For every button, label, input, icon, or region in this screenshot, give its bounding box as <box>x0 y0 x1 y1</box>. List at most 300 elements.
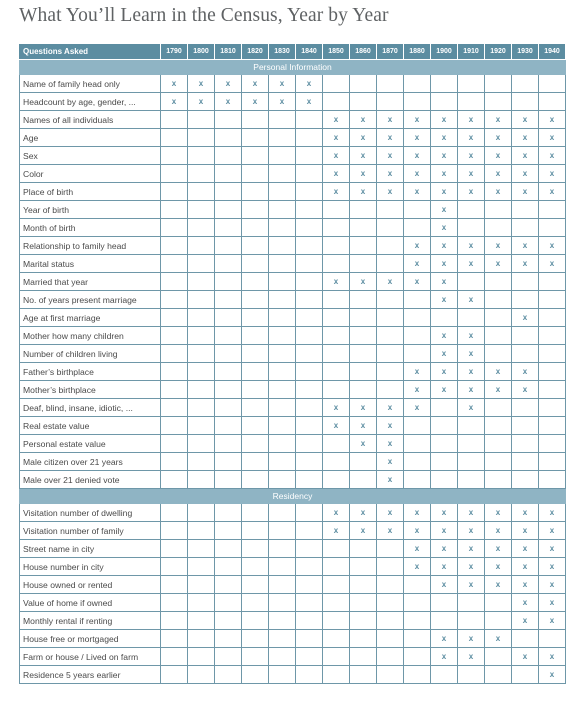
year-cell <box>431 666 458 684</box>
check-mark: x <box>360 403 366 412</box>
check-mark: x <box>414 544 420 553</box>
year-cell <box>242 522 269 540</box>
year-cell <box>188 165 215 183</box>
check-mark: x <box>414 187 420 196</box>
check-mark: x <box>495 508 501 517</box>
year-cell <box>161 93 188 111</box>
table-row <box>20 93 566 111</box>
year-cell <box>458 522 485 540</box>
year-cell <box>539 471 566 489</box>
year-cell <box>242 648 269 666</box>
year-cell <box>431 201 458 219</box>
year-cell <box>161 327 188 345</box>
table-row <box>20 435 566 453</box>
year-cell <box>539 219 566 237</box>
year-cell <box>161 291 188 309</box>
year-cell <box>404 183 431 201</box>
year-cell <box>350 540 377 558</box>
year-cell <box>161 183 188 201</box>
year-cell <box>242 183 269 201</box>
year-cell <box>485 129 512 147</box>
check-mark: x <box>414 367 420 376</box>
year-cell <box>404 648 431 666</box>
year-cell <box>296 504 323 522</box>
year-cell <box>269 255 296 273</box>
check-mark: x <box>522 385 528 394</box>
check-mark: x <box>522 562 528 571</box>
year-cell <box>269 576 296 594</box>
check-mark: x <box>468 508 474 517</box>
year-cell <box>188 129 215 147</box>
year-cell <box>296 327 323 345</box>
year-cell <box>161 417 188 435</box>
check-mark: x <box>441 349 447 358</box>
question-label: Farm or house / Lived on farm <box>20 648 161 666</box>
year-cell <box>323 630 350 648</box>
year-header: 1920 <box>485 44 512 60</box>
year-cell <box>215 435 242 453</box>
year-cell <box>512 147 539 165</box>
year-cell <box>539 417 566 435</box>
year-cell <box>215 417 242 435</box>
year-cell <box>512 111 539 129</box>
year-cell <box>161 576 188 594</box>
year-cell <box>350 255 377 273</box>
year-cell <box>188 219 215 237</box>
check-mark: x <box>387 133 393 142</box>
table-row <box>20 504 566 522</box>
check-mark: x <box>549 526 555 535</box>
question-label: Color <box>20 165 161 183</box>
year-cell <box>350 417 377 435</box>
section-title: Residency <box>20 489 566 504</box>
year-cell <box>431 309 458 327</box>
year-cell <box>269 381 296 399</box>
check-mark: x <box>549 187 555 196</box>
year-cell <box>350 273 377 291</box>
check-mark: x <box>360 439 366 448</box>
year-cell <box>512 504 539 522</box>
year-cell <box>404 504 431 522</box>
year-cell <box>323 75 350 93</box>
section-title: Personal Information <box>20 60 566 75</box>
year-cell <box>539 612 566 630</box>
year-cell <box>404 666 431 684</box>
year-cell <box>539 363 566 381</box>
year-cell <box>512 273 539 291</box>
year-cell <box>458 504 485 522</box>
year-cell <box>242 345 269 363</box>
check-mark: x <box>549 259 555 268</box>
year-cell <box>431 504 458 522</box>
year-cell <box>215 309 242 327</box>
year-cell <box>269 165 296 183</box>
table-row <box>20 576 566 594</box>
year-cell <box>269 345 296 363</box>
year-cell <box>269 522 296 540</box>
year-cell <box>188 291 215 309</box>
year-header: 1910 <box>458 44 485 60</box>
year-cell <box>485 309 512 327</box>
year-cell <box>188 594 215 612</box>
table-body <box>20 60 566 684</box>
year-cell <box>485 648 512 666</box>
year-cell <box>377 504 404 522</box>
year-cell <box>350 471 377 489</box>
year-cell <box>485 666 512 684</box>
year-cell <box>512 630 539 648</box>
year-cell <box>188 435 215 453</box>
year-cell <box>188 576 215 594</box>
table-row <box>20 522 566 540</box>
check-mark: x <box>495 151 501 160</box>
year-cell <box>377 111 404 129</box>
year-cell <box>161 363 188 381</box>
section-row <box>20 60 566 75</box>
year-cell <box>431 522 458 540</box>
check-mark: x <box>360 187 366 196</box>
check-mark: x <box>171 97 177 106</box>
check-mark: x <box>549 562 555 571</box>
year-cell <box>404 630 431 648</box>
year-cell <box>485 165 512 183</box>
table-row <box>20 219 566 237</box>
table-row <box>20 381 566 399</box>
check-mark: x <box>468 133 474 142</box>
year-cell <box>161 237 188 255</box>
check-mark: x <box>495 385 501 394</box>
year-cell <box>512 165 539 183</box>
year-cell <box>458 93 485 111</box>
year-cell <box>377 540 404 558</box>
check-mark: x <box>387 115 393 124</box>
year-cell <box>323 165 350 183</box>
year-cell <box>323 504 350 522</box>
year-cell <box>242 504 269 522</box>
check-mark: x <box>333 169 339 178</box>
check-mark: x <box>414 385 420 394</box>
check-mark: x <box>495 526 501 535</box>
check-mark: x <box>333 277 339 286</box>
year-cell <box>350 75 377 93</box>
check-mark: x <box>333 403 339 412</box>
year-cell <box>485 201 512 219</box>
year-cell <box>377 273 404 291</box>
year-cell <box>215 147 242 165</box>
check-mark: x <box>333 151 339 160</box>
year-header: 1830 <box>269 44 296 60</box>
check-mark: x <box>549 241 555 250</box>
year-cell <box>215 399 242 417</box>
questions-header: Questions Asked <box>20 44 161 60</box>
year-cell <box>539 453 566 471</box>
year-cell <box>539 165 566 183</box>
year-cell <box>458 345 485 363</box>
year-cell <box>485 111 512 129</box>
check-mark: x <box>414 259 420 268</box>
year-cell <box>188 111 215 129</box>
check-mark: x <box>333 133 339 142</box>
check-mark: x <box>549 652 555 661</box>
year-cell <box>188 345 215 363</box>
table-row <box>20 129 566 147</box>
year-cell <box>161 630 188 648</box>
year-cell <box>458 435 485 453</box>
year-cell <box>323 453 350 471</box>
year-cell <box>323 522 350 540</box>
check-mark: x <box>441 259 447 268</box>
year-cell <box>269 648 296 666</box>
check-mark: x <box>468 385 474 394</box>
year-cell <box>215 291 242 309</box>
year-cell <box>431 111 458 129</box>
table-row <box>20 273 566 291</box>
year-header: 1810 <box>215 44 242 60</box>
year-cell <box>188 612 215 630</box>
question-label: Monthly rental if renting <box>20 612 161 630</box>
year-cell <box>458 291 485 309</box>
year-cell <box>485 255 512 273</box>
question-label: Place of birth <box>20 183 161 201</box>
year-cell <box>458 111 485 129</box>
year-cell <box>458 471 485 489</box>
year-cell <box>161 75 188 93</box>
header-row <box>20 44 566 60</box>
year-cell <box>512 129 539 147</box>
year-cell <box>431 453 458 471</box>
year-cell <box>296 219 323 237</box>
year-cell <box>188 201 215 219</box>
year-cell <box>512 345 539 363</box>
check-mark: x <box>522 508 528 517</box>
question-label: Name of family head only <box>20 75 161 93</box>
year-cell <box>431 93 458 111</box>
year-cell <box>539 504 566 522</box>
year-cell <box>161 219 188 237</box>
check-mark: x <box>495 187 501 196</box>
year-cell <box>431 273 458 291</box>
year-cell <box>431 399 458 417</box>
year-cell <box>512 399 539 417</box>
check-mark: x <box>522 616 528 625</box>
year-cell <box>323 612 350 630</box>
year-cell <box>485 594 512 612</box>
year-cell <box>350 381 377 399</box>
check-mark: x <box>333 421 339 430</box>
year-cell <box>431 363 458 381</box>
table-row <box>20 630 566 648</box>
year-cell <box>431 165 458 183</box>
year-cell <box>269 93 296 111</box>
year-cell <box>296 345 323 363</box>
year-cell <box>512 93 539 111</box>
check-mark: x <box>225 97 231 106</box>
year-cell <box>512 201 539 219</box>
year-cell <box>296 558 323 576</box>
year-cell <box>188 630 215 648</box>
question-label: Married that year <box>20 273 161 291</box>
year-cell <box>188 504 215 522</box>
table-row <box>20 399 566 417</box>
year-cell <box>188 399 215 417</box>
question-label: Age at first marriage <box>20 309 161 327</box>
year-cell <box>404 219 431 237</box>
year-cell <box>458 255 485 273</box>
check-mark: x <box>198 79 204 88</box>
check-mark: x <box>387 421 393 430</box>
year-cell <box>512 522 539 540</box>
year-cell <box>458 75 485 93</box>
year-cell <box>242 417 269 435</box>
year-cell <box>458 558 485 576</box>
year-cell <box>377 291 404 309</box>
year-cell <box>296 147 323 165</box>
check-mark: x <box>387 508 393 517</box>
year-cell <box>215 630 242 648</box>
check-mark: x <box>441 187 447 196</box>
check-mark: x <box>468 544 474 553</box>
table-row <box>20 111 566 129</box>
year-cell <box>269 540 296 558</box>
table-row <box>20 75 566 93</box>
year-cell <box>161 147 188 165</box>
year-cell <box>431 291 458 309</box>
year-cell <box>161 201 188 219</box>
year-cell <box>242 363 269 381</box>
year-cell <box>377 399 404 417</box>
year-cell <box>539 327 566 345</box>
check-mark: x <box>495 259 501 268</box>
year-cell <box>188 540 215 558</box>
table-row <box>20 237 566 255</box>
year-cell <box>296 453 323 471</box>
check-mark: x <box>522 187 528 196</box>
check-mark: x <box>414 133 420 142</box>
year-cell <box>377 309 404 327</box>
year-cell <box>161 111 188 129</box>
year-cell <box>323 381 350 399</box>
year-cell <box>350 129 377 147</box>
check-mark: x <box>414 562 420 571</box>
check-mark: x <box>414 115 420 124</box>
year-cell <box>161 345 188 363</box>
year-cell <box>242 435 269 453</box>
year-cell <box>431 183 458 201</box>
check-mark: x <box>414 277 420 286</box>
check-mark: x <box>495 580 501 589</box>
year-cell <box>458 363 485 381</box>
year-cell <box>458 129 485 147</box>
year-cell <box>215 666 242 684</box>
check-mark: x <box>441 151 447 160</box>
year-cell <box>323 594 350 612</box>
year-cell <box>350 165 377 183</box>
year-cell <box>377 612 404 630</box>
year-cell <box>431 612 458 630</box>
year-cell <box>512 291 539 309</box>
year-cell <box>296 471 323 489</box>
year-cell <box>431 471 458 489</box>
year-cell <box>485 75 512 93</box>
year-cell <box>242 453 269 471</box>
year-cell <box>188 75 215 93</box>
year-cell <box>215 255 242 273</box>
year-header: 1900 <box>431 44 458 60</box>
year-cell <box>512 453 539 471</box>
year-cell <box>512 309 539 327</box>
year-cell <box>485 327 512 345</box>
year-cell <box>404 417 431 435</box>
year-cell <box>242 576 269 594</box>
year-cell <box>350 345 377 363</box>
year-cell <box>539 666 566 684</box>
year-cell <box>296 417 323 435</box>
check-mark: x <box>441 544 447 553</box>
check-mark: x <box>522 580 528 589</box>
year-cell <box>161 540 188 558</box>
year-cell <box>458 219 485 237</box>
year-cell <box>323 129 350 147</box>
table-row <box>20 453 566 471</box>
year-cell <box>458 183 485 201</box>
year-cell <box>404 345 431 363</box>
year-cell <box>242 471 269 489</box>
year-cell <box>377 75 404 93</box>
year-cell <box>431 381 458 399</box>
year-cell <box>323 309 350 327</box>
year-cell <box>485 237 512 255</box>
year-cell <box>161 594 188 612</box>
question-label: Marital status <box>20 255 161 273</box>
year-cell <box>323 648 350 666</box>
question-label: Father’s birthplace <box>20 363 161 381</box>
year-cell <box>215 165 242 183</box>
question-label: Year of birth <box>20 201 161 219</box>
year-cell <box>350 237 377 255</box>
year-cell <box>404 558 431 576</box>
year-cell <box>485 558 512 576</box>
year-cell <box>512 558 539 576</box>
year-cell <box>485 540 512 558</box>
year-cell <box>215 558 242 576</box>
check-mark: x <box>522 151 528 160</box>
year-cell <box>242 630 269 648</box>
year-cell <box>539 147 566 165</box>
year-cell <box>485 381 512 399</box>
year-cell <box>458 381 485 399</box>
year-cell <box>188 558 215 576</box>
year-cell <box>377 201 404 219</box>
year-cell <box>188 309 215 327</box>
year-cell <box>161 612 188 630</box>
year-cell <box>188 93 215 111</box>
year-cell <box>242 399 269 417</box>
year-cell <box>323 363 350 381</box>
year-cell <box>215 219 242 237</box>
check-mark: x <box>441 277 447 286</box>
year-cell <box>350 558 377 576</box>
check-mark: x <box>414 169 420 178</box>
year-cell <box>404 111 431 129</box>
year-cell <box>161 435 188 453</box>
check-mark: x <box>468 295 474 304</box>
year-cell <box>323 291 350 309</box>
year-cell <box>188 417 215 435</box>
year-cell <box>404 75 431 93</box>
check-mark: x <box>441 634 447 643</box>
year-cell <box>539 273 566 291</box>
year-cell <box>404 147 431 165</box>
